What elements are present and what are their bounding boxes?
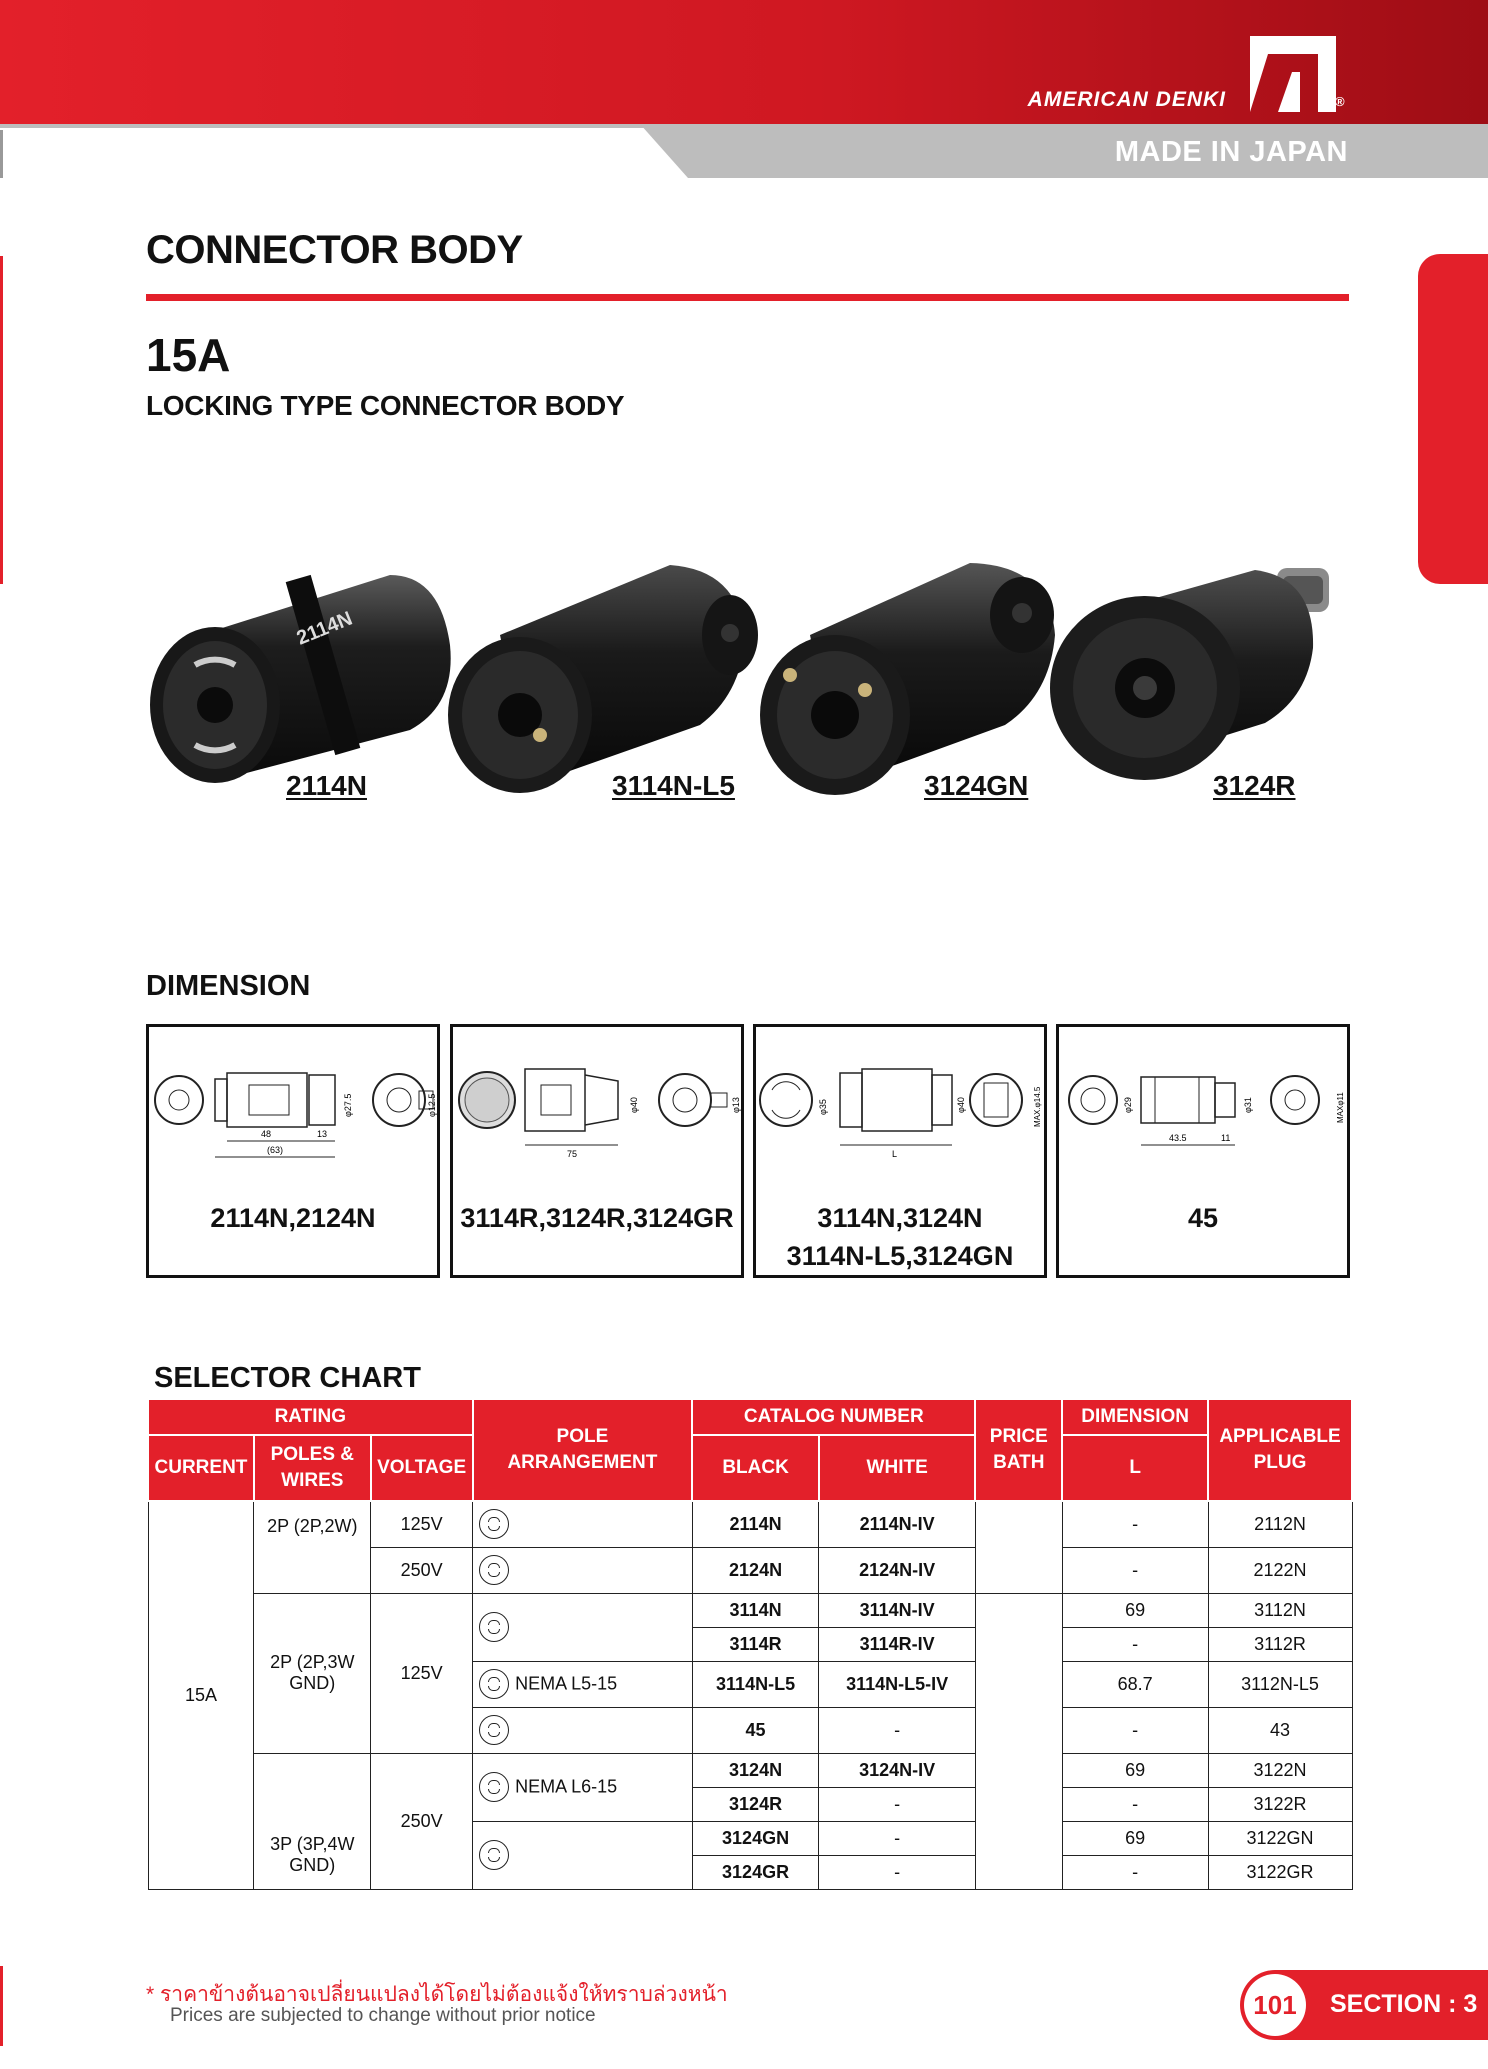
cell-price: [975, 1501, 1062, 1593]
header-plug: APPLICABLE PLUG: [1208, 1399, 1352, 1501]
left-edge-accent: [0, 256, 3, 584]
svg-text:φ13: φ13: [731, 1097, 741, 1113]
pole-arrangement-icon: [479, 1612, 509, 1642]
table-row: [148, 1501, 1352, 1547]
cell-black: 2124N: [692, 1547, 819, 1593]
dimension-caption: 45: [1187, 1203, 1219, 1233]
header-black: BLACK: [692, 1435, 819, 1501]
cell-black: 3124GN: [692, 1821, 819, 1855]
dimension-drawing: [756, 1045, 1044, 1185]
pole-arrangement-icon: [479, 1509, 509, 1539]
svg-text:L: L: [892, 1149, 898, 1159]
cell-poles: 3P (3P,4W GND): [254, 1821, 371, 1889]
cell-pole: [473, 1707, 693, 1753]
header-poles: POLES & WIRES: [254, 1435, 371, 1501]
svg-text:MAX.φ14.5: MAX.φ14.5: [1033, 1086, 1042, 1127]
dimension-drawing: [453, 1045, 741, 1185]
cell-plug: 3122GN: [1208, 1821, 1352, 1855]
dimension-caption: 2114N,2124N: [210, 1203, 376, 1233]
svg-text:13: 13: [317, 1129, 328, 1139]
cell-black: 2114N: [692, 1501, 819, 1547]
cell-dim: 69: [1062, 1821, 1208, 1855]
cell-pole: [473, 1661, 693, 1707]
cell-white: 3114R-IV: [819, 1627, 976, 1661]
brand-name: AMERICAN DENKI: [1027, 88, 1226, 111]
cell-dim: 68.7: [1062, 1661, 1208, 1707]
cell-dim: 69: [1062, 1753, 1208, 1787]
cell-voltage: 125V: [371, 1501, 473, 1547]
product-label: 3124R: [1213, 770, 1296, 801]
cell-pole: [473, 1501, 693, 1547]
price-note-english: Prices are subjected to change without prior notice: [170, 2005, 596, 2026]
cell-white: 2124N-IV: [819, 1547, 976, 1593]
price-note-thai: * ราคาข้างต้นอาจเปลี่ยนแปลงได้โดยไม่ต้องแจ้งให้ทราบล่วงหน้า: [146, 1983, 728, 2006]
header-voltage: VOLTAGE: [371, 1435, 473, 1501]
cell-dim: -: [1062, 1547, 1208, 1593]
header-pole-arrangement: POLE ARRANGEMENT: [473, 1399, 693, 1501]
selector-heading: SELECTOR CHART: [154, 1362, 421, 1394]
caption-line: 3114N-L5,3124GN: [786, 1241, 1014, 1271]
selector-table: [147, 1398, 1353, 1890]
cell-dim: -: [1062, 1627, 1208, 1661]
cell-plug: 2122N: [1208, 1547, 1352, 1593]
cell-poles: 2P (2P,2W): [254, 1501, 371, 1593]
cell-plug: 3122R: [1208, 1787, 1352, 1821]
svg-text:φ40: φ40: [956, 1097, 966, 1113]
cell-pole: [473, 1547, 693, 1593]
pole-arrangement-icon: [479, 1555, 509, 1585]
cell-poles: [254, 1753, 371, 1821]
cell-dim: -: [1062, 1501, 1208, 1547]
svg-text:11: 11: [1221, 1133, 1231, 1143]
brand-logo-icon: [1248, 36, 1338, 114]
svg-text:φ31: φ31: [1243, 1097, 1253, 1113]
cell-plug: 43: [1208, 1707, 1352, 1753]
section-label: SECTION : 3: [1330, 1990, 1478, 2018]
header-white: WHITE: [819, 1435, 976, 1501]
svg-text:MAXφ11: MAXφ11: [1336, 1092, 1345, 1123]
dimension-heading: DIMENSION: [146, 970, 311, 1002]
cell-plug: 3112N-L5: [1208, 1661, 1352, 1707]
cell-voltage: 125V: [371, 1593, 473, 1753]
product-label: 3114N-L5: [612, 770, 735, 801]
left-edge-accent-bottom: [0, 1966, 3, 2046]
cell-white: -: [819, 1707, 976, 1753]
header-rating: RATING: [148, 1399, 473, 1435]
cell-price: [975, 1593, 1062, 1889]
dimension-caption: 3114R,3124R,3124GR: [460, 1203, 734, 1233]
cell-plug: 3112N: [1208, 1593, 1352, 1627]
cell-black: 45: [692, 1707, 819, 1753]
cell-voltage: 250V: [371, 1753, 473, 1889]
dimension-box: [753, 1024, 1047, 1278]
pole-arrangement-icon: [479, 1669, 509, 1699]
cell-poles: 2P (2P,3W GND): [254, 1593, 371, 1753]
dimension-drawing: [149, 1045, 437, 1185]
cell-white: 2114N-IV: [819, 1501, 976, 1547]
cell-white: 3114N-IV: [819, 1593, 976, 1627]
registered-mark: ®: [1335, 94, 1345, 109]
left-edge-line: [0, 130, 3, 178]
product-subtitle: LOCKING TYPE CONNECTOR BODY: [146, 390, 625, 421]
pole-arrangement-icon: [479, 1715, 509, 1745]
table-row: [148, 1593, 1352, 1627]
header-grey-band: [640, 124, 1488, 178]
dimension-drawing: [1059, 1045, 1347, 1185]
nema-label: NEMA L6-15: [515, 1776, 618, 1797]
pole-arrangement-icon: [479, 1772, 509, 1802]
header-current: CURRENT: [148, 1435, 254, 1501]
pole-arrangement-icon: [479, 1840, 509, 1870]
svg-text:φ12.5: φ12.5: [427, 1093, 437, 1117]
page-title: CONNECTOR BODY: [146, 228, 523, 272]
caption-line: 3114N,3124N: [817, 1203, 983, 1233]
body-print: 2114N: [293, 607, 356, 650]
dimension-caption: [756, 1199, 1044, 1275]
cell-pole: [473, 1821, 693, 1889]
cell-plug: 2112N: [1208, 1501, 1352, 1547]
cell-black: 3114N: [692, 1593, 819, 1627]
cell-white: 3124N-IV: [819, 1753, 976, 1787]
svg-text:43.5: 43.5: [1169, 1133, 1187, 1143]
header-dimension: DIMENSION: [1062, 1399, 1208, 1435]
rating-title: 15A: [146, 329, 231, 381]
svg-text:48: 48: [261, 1129, 272, 1139]
product-label: 3124GN: [924, 770, 1029, 801]
header-grey-line: [0, 124, 700, 128]
cell-plug: 3122N: [1208, 1753, 1352, 1787]
svg-text:(63): (63): [267, 1145, 284, 1155]
cell-dim: -: [1062, 1787, 1208, 1821]
dimension-box: [1056, 1024, 1350, 1278]
cell-black: 3124R: [692, 1787, 819, 1821]
cell-plug: 3112R: [1208, 1627, 1352, 1661]
section-side-tab: [1418, 254, 1488, 584]
cell-pole: [473, 1753, 693, 1821]
table-row: [148, 1753, 1352, 1787]
cell-pole: [473, 1593, 693, 1661]
cell-black: 3114N-L5: [692, 1661, 819, 1707]
cell-black: 3124N: [692, 1753, 819, 1787]
svg-text:φ29: φ29: [1123, 1097, 1133, 1113]
svg-text:75: 75: [567, 1149, 578, 1159]
cell-white: 3114N-L5-IV: [819, 1661, 976, 1707]
cell-black: 3124GR: [692, 1855, 819, 1889]
product-photo-3124GN: [750, 555, 1060, 795]
cell-white: -: [819, 1855, 976, 1889]
svg-text:φ40: φ40: [629, 1097, 639, 1113]
product-photo-2114N: [140, 555, 470, 785]
header-dim-l: L: [1062, 1435, 1208, 1501]
cell-white: -: [819, 1821, 976, 1855]
cell-white: -: [819, 1787, 976, 1821]
nema-label: NEMA L5-15: [515, 1673, 618, 1694]
cell-current: 15A: [148, 1501, 254, 1889]
product-label: 2114N: [286, 770, 367, 801]
cell-voltage: 250V: [371, 1547, 473, 1593]
cell-dim: 69: [1062, 1593, 1208, 1627]
dimension-box: [146, 1024, 440, 1278]
product-photo-3114N-L5: [440, 555, 760, 795]
product-photo-3124R: [1045, 548, 1345, 788]
table-row: [148, 1821, 1352, 1855]
cell-black: 3114R: [692, 1627, 819, 1661]
header-price: PRICE BATH: [975, 1399, 1062, 1501]
header-catalog: CATALOG NUMBER: [692, 1399, 975, 1435]
page-number: 101: [1253, 1990, 1297, 2020]
cell-plug: 3122GR: [1208, 1855, 1352, 1889]
made-in-japan: MADE IN JAPAN: [1114, 136, 1348, 168]
svg-text:φ35: φ35: [818, 1099, 828, 1115]
cell-dim: -: [1062, 1855, 1208, 1889]
cell-dim: -: [1062, 1707, 1208, 1753]
dimension-box: [450, 1024, 744, 1278]
svg-text:φ27.5: φ27.5: [343, 1093, 353, 1117]
title-rule: [146, 294, 1349, 301]
